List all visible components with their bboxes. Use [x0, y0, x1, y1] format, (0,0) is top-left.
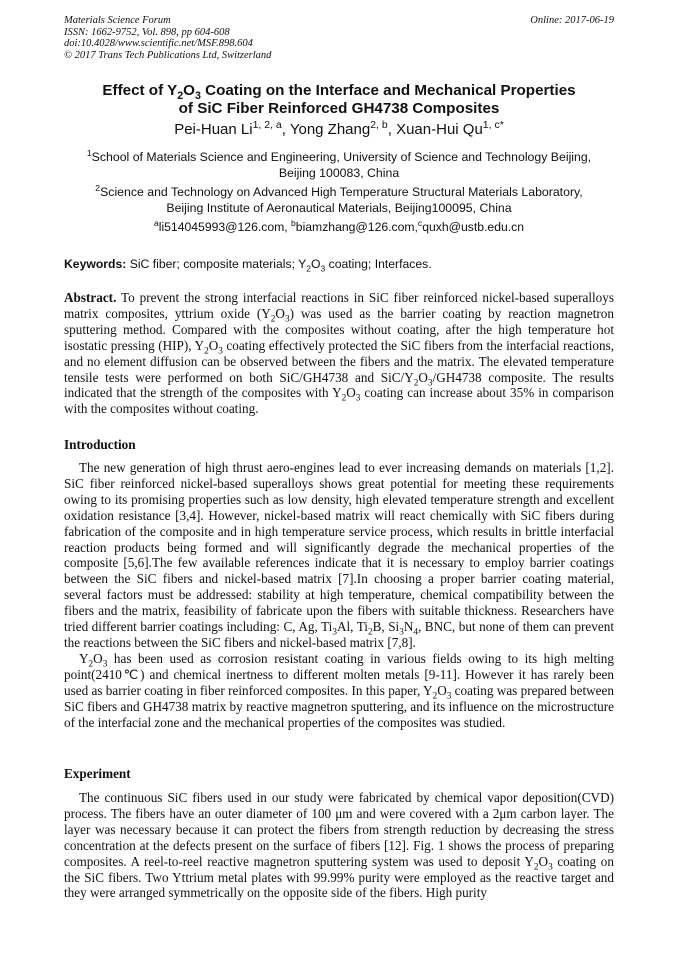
abstract-label: Abstract.	[64, 290, 117, 305]
author-3: Xuan-Hui Qu	[396, 121, 483, 138]
experiment-paragraph-1: The continuous SiC fibers used in our study were fabricated by chemical vapor deposition(CVD) process. The fibers have an outer diameter of 100 μm and were covered with a 2μm carbon layer. The layer was necessary because it can protect the fibers from strength reduction by decreasing the stress concentration at the defects present on the surface of fibers [12]. Fig. 1 shows the process of preparing composites. A reel-to-reel reactive magnetron sputtering system was used to deposit $Y_2O_3$ coating on the SiC fibers. Two Yttrium metal plates with 99.99% purity were employed as the reactive target and they were arranged symmetrically on the opposite side of the fibers. High purity	[64, 790, 614, 901]
author-2: Yong Zhang	[289, 121, 371, 138]
author-1: Pei-Huan Li	[174, 121, 253, 138]
author-list: Pei-Huan Li$^{1, 2, a}$, Yong Zhang$^{2, b}$, Xuan-Hui $Qu^{1, c*}$	[174, 119, 504, 138]
copyright-line: © 2017 Trans Tech Publications Ltd, Switzerland	[64, 49, 272, 61]
paper-title: Effect of $Y_2O_3$ Coating on the Interface and Mechanical Properties of SiC Fiber Reinforced GH4738 Composites	[102, 82, 576, 117]
section-heading-introduction: Introduction	[64, 437, 136, 452]
doi-line: doi:10.4028/www.scientific.net/MSF.898.604	[64, 38, 253, 49]
affiliation-1: $^1$School of Materials Science and Engineering, University of Science and Technology Beijing, Beijing 100083, China	[86, 147, 592, 180]
journal-header	[64, 15, 271, 61]
keywords: Keywords: SiC fiber; composite materials; $Y_2O_3$ coating; Interfaces.	[64, 257, 432, 274]
online-date: Online: 2017-06-19	[530, 15, 614, 26]
journal-name: Materials Science Forum	[64, 15, 171, 26]
intro-paragraph-1: The new generation of high thrust aero-engines lead to ever increasing demands on materials [1,2]. SiC fiber reinforced nickel-based superalloys shows great potential for meeting these requirements owing to its promising properties such as low density, high elevated temperature strength and excellent oxidation resistance [3,4]. However, nickel-based matrix will react chemically with SiC fibers during fabrication of the composite and in high temperature service process, which results in brittle interfacial reaction products being formed and will significantly degrade the mechanical properties of the composite [5,6].The few available references indicate that it is necessary to employ barrier coatings between the SiC fibers and nickel-based matrix [7].In choosing a proper barrier coating material, several factors must be addressed: stability at high temperature, chemical compatibility between the fibers and the matrix, feasibility of fabricate upon the fibers with suitable thickness. Researchers have tried different barrier coatings including: C, Ag, $Ti_3Al$, $Ti_2B$, $Si_3N_4$, BNC, but none of them can prevent the reactions between the SiC fibers and nickel-based matrix [7,8].	[64, 460, 614, 650]
author-emails: $^a$li514045993@126.com, $^b$biamzhang@126.com,$^c$quxh@ustb.edu.cn	[153, 217, 525, 234]
abstract: Abstract. To prevent the strong interfacial reactions in SiC fiber reinforced nickel-based superalloys matrix composites, yttrium oxide $(Y_2O_3)$ was used as the barrier coating by reaction magnetron sputtering method. Compared with the composites without coating, after the high temperature hot isostatic pressing (HIP), $Y_2O_3$ coating effectively protected the SiC fibers from the interfacial reactions, and no element diffusion can be observed between the fibers and the matrix. The elevated temperature tensile tests were performed on both SiC/GH4738 and SiC/$Y_2O_3/GH4738$ composite. The results indicated that the strength of the composites with $Y_2O_3$ coating can increase about 35% in comparison with the composites without coating.	[64, 290, 614, 417]
experiment-body	[64, 790, 614, 901]
email-a: li514045993@126.com,	[158, 220, 292, 234]
email-c: quxh@ustb.edu.cn	[422, 220, 525, 234]
email-b: biamzhang@126.com,	[295, 220, 418, 234]
issn-line: ISSN: 1662-9752, Vol. 898, pp 604-608	[64, 26, 230, 38]
introduction-body	[64, 460, 614, 730]
affiliation-2: $^2$Science and Technology on Advanced High Temperature Structural Materials Laboratory, Beijing Institute of Aeronautical Materials, Beijing100095, China	[95, 182, 583, 215]
keywords-label: Keywords:	[64, 257, 127, 271]
section-heading-experiment: Experiment	[64, 766, 131, 781]
intro-paragraph-2: $Y_2O_3$ has been used as corrosion resistant coating in various fields owing to its high melting point(2410℃) and chemical inertness to different molten metals [9-11]. However it has rarely been used as barrier coating in fiber reinforced composites. In this paper, $Y_2O_3$ coating was prepared between SiC fibers and GH4738 matrix by reactive magnetron sputtering, and its influence on the microstructure of the interfacial zone and the mechanical properties of the composites was studied.	[64, 650, 614, 730]
